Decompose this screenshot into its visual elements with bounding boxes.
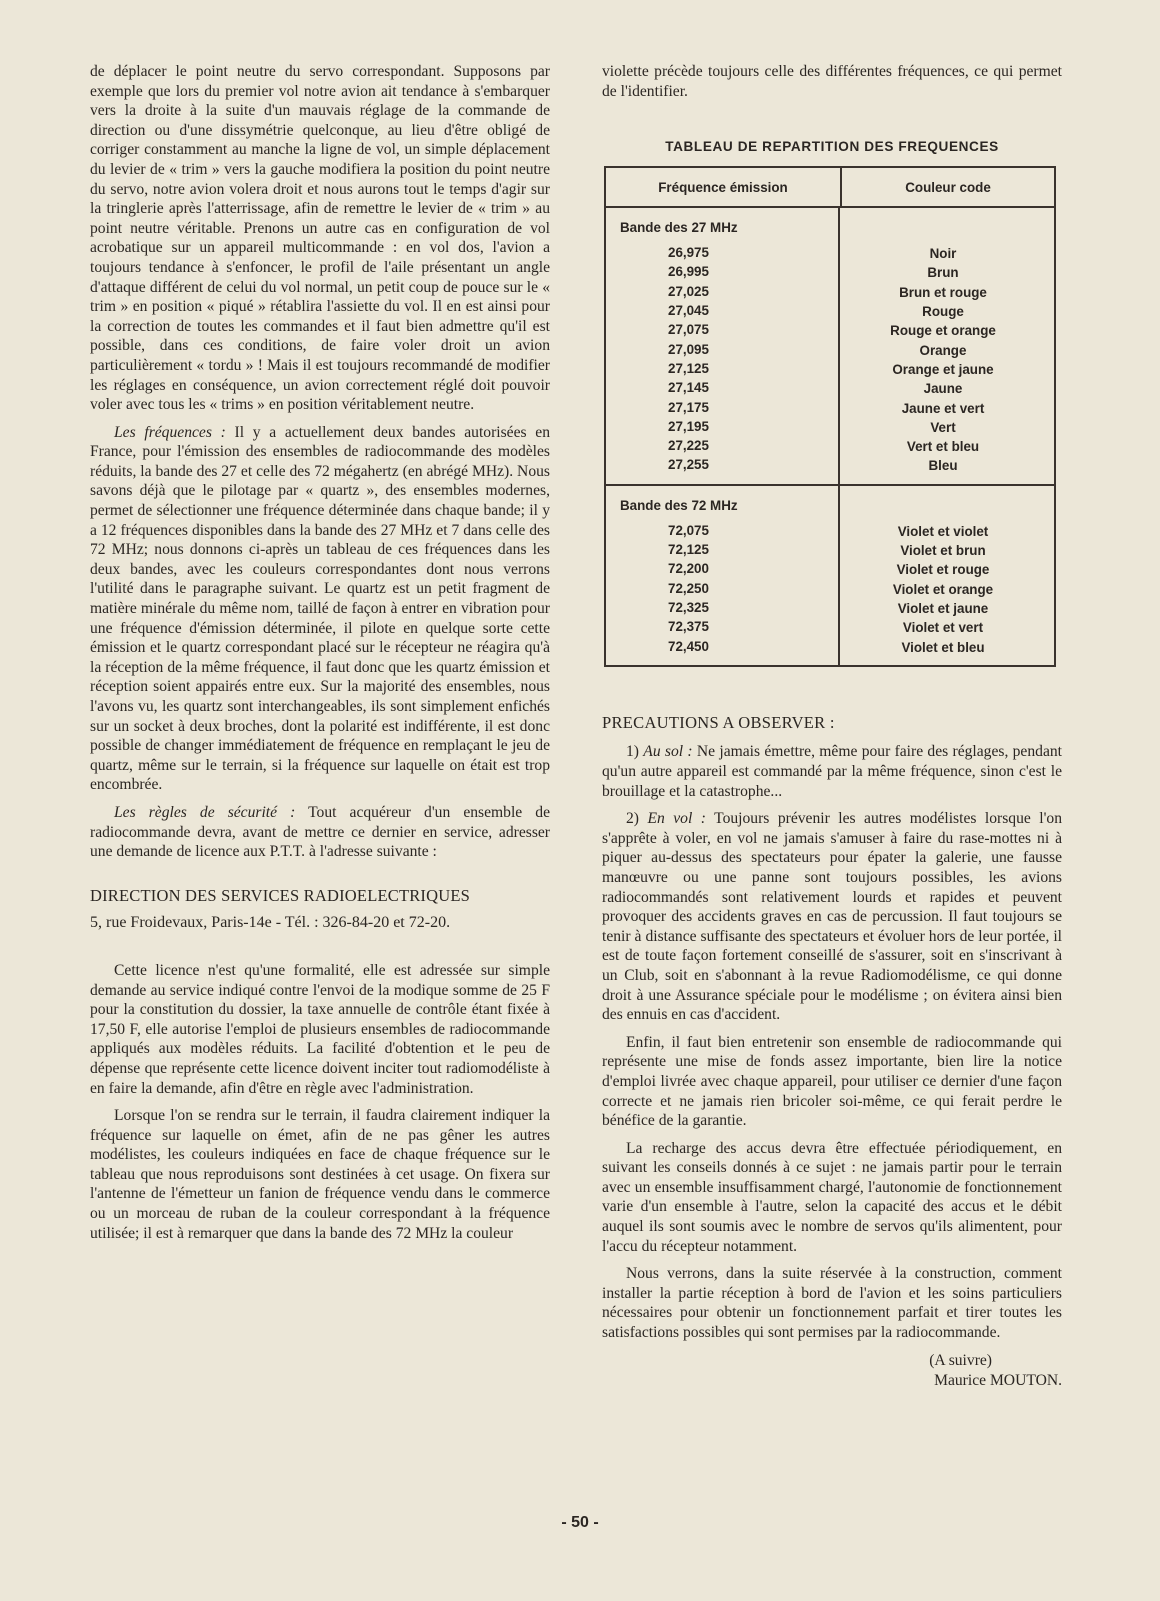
precaution-vol-num: 2) [626, 810, 648, 828]
precaution-sol [602, 742, 1062, 801]
color-code-value: Bleu [928, 458, 958, 474]
table-title: TABLEAU DE REPARTITION DES FREQUENCES [665, 139, 999, 155]
a-suivre: (A suivre) [929, 1351, 992, 1369]
text-frequences: Il y a actuellement deux bandes autorisées en France, pour l'émission des ensembles de radiocommande des modèles réduits, la bande des 27 et celle des 72 mégahertz (en abrégé MHz). Nous savons déjà que le pilotage par « quartz », des ensembles modernes, permet de sélectionner une fréquence déterminée dans chaque bande; il y a 12 fréquences disponibles dans la bande des 27 MHz et 7 dans celle des 72 MHz; nous donnons ci-après un tableau de ces fréquences dans les deux bandes, avec les couleurs correspondantes dont nous verrons l'utilité dans le paragraphe suivant. Le quartz est un petit fragment de matière minérale du même nom, taillé de façon à entrer en vibration pour une fréquence d'émission déterminée, il pilote en quelque sorte cette émission et le quartz correspondant placé sur le récepteur ne réagira qu'à la réception de la même fréquence, il faut donc que les quartz émission et réception soient appairés entre eux. Sur la majorité des ensembles, nous l'avons vu, les quartz sont interchangeables, ils sont simplement enfichés sur un socket à deux broches, dont la polarité est indifférente, il est donc possible de changer immédiatement de fréquence en remplaçant le jeu de quartz, même sur le terrain, si la fréquence sur laquelle on était est trop encombrée. [90, 423, 550, 794]
color-code-value: Noir [929, 246, 957, 262]
color-code-value: Violet et violet [897, 523, 989, 539]
band-72-label: Bande des 72 MHz [620, 497, 738, 513]
author-name: Maurice MOUTON. [934, 1371, 1062, 1389]
frequency-value: 27,125 [668, 360, 709, 376]
frequency-value: 27,095 [668, 341, 709, 357]
color-code-value: Violet et jaune [897, 600, 989, 616]
precaution-sol-text: Ne jamais émettre, même pour faire des réglages, pendant qu'un autre appareil est commandé par la même fréquence, sinon c'est le brouillage et la catastrophe... [602, 743, 1062, 800]
band-27-frequencies [606, 243, 838, 475]
paragraph-recharge: La recharge des accus devra être effectuée périodiquement, en suivant les conseils donnés à ce sujet : ne jamais partir pour le terrain avec un ensemble insuffisamment chargé, l'autonomie de fonctionnement varie d'un ensemble à l'autre, selon la capacité des accus et le débit auquel ils sont soumis avec le nombre de servos qu'ils alimentent, pour l'accu du récepteur notamment. [602, 1139, 1062, 1255]
frequency-value: 72,200 [668, 561, 709, 577]
direction-title: DIRECTION DES SERVICES RADIOELECTRIQUES [90, 885, 471, 905]
paragraph-frequences [90, 423, 550, 795]
frequency-value: 27,195 [668, 418, 709, 434]
band-72 [606, 486, 1054, 665]
table-header [606, 168, 1054, 208]
band-72-colors [840, 522, 1054, 657]
color-code-value: Brun [927, 265, 959, 281]
frequency-value: 26,995 [668, 264, 709, 280]
signoff [602, 1351, 1062, 1391]
precaution-sol-num: 1) [626, 743, 644, 761]
color-code-value: Violet et brun [900, 543, 986, 559]
frequency-value: 27,075 [668, 322, 709, 338]
precaution-vol [602, 809, 1062, 1025]
frequency-value: 27,255 [668, 457, 709, 473]
precaution-vol-text: Toujours prévenir les autres modélistes lorsque l'on s'apprête à voler, en vol ne jamais s'amuser à faire du rase-mottes ni à piquer au-dessus des spectateurs pour épater la galerie, une fausse manœuvre ou une panne sont toujours possibles, les avions radiocommandés sont relativement lourds et rapides et peuvent provoquer des accidents graves en cas de percussion. Il faut toujours se tenir à distance suffisante des spectateurs et évoluer hors de leur portée, il est de toute façon fortement conseillé de s'assurer, soit en s'inscrivant à un Club, soit en s'abonnant à la revue Radiomodélisme, ce qui donne droit à une Assurance spéciale pour le modélisme ; on évitera ainsi bien des ennuis en cas d'accident. [602, 810, 1063, 1024]
paragraph-enfin: Enfin, il faut bien entretenir son ensemble de radiocommande qui représente une mise de fonds assez importante, bien lire la notice d'emploi livrée avec chaque appareil, pour utiliser ce dernier d'une façon correcte et ne jamais rien bricoler soi-même, ce qui ferait perdre le bénéfice de la garantie. [602, 1033, 1062, 1130]
direction-address: 5, rue Froidevaux, Paris-14e - Tél. : 326-84-20 et 72-20. [90, 914, 451, 932]
frequency-value: 72,325 [668, 599, 709, 615]
color-code-value: Orange et jaune [892, 361, 994, 377]
color-code-value: Jaune et vert [901, 400, 985, 416]
frequency-value: 26,975 [668, 245, 709, 261]
color-code-value: Violet et orange [892, 581, 994, 597]
frequency-value: 27,045 [668, 303, 709, 319]
frequency-value: 27,225 [668, 438, 709, 454]
lead-frequences: Les fréquences : [114, 423, 226, 441]
band-72-frequencies [606, 521, 838, 656]
paragraph-violette: violette précède toujours celle des différentes fréquences, ce qui permet de l'identifier. [602, 63, 1062, 100]
color-code-value: Rouge [922, 304, 964, 320]
frequency-value: 27,145 [668, 380, 709, 396]
right-column [602, 62, 1062, 1391]
precautions-title: PRECAUTIONS A OBSERVER : [602, 712, 835, 732]
left-column [90, 62, 550, 1251]
color-code-value: Brun et rouge [899, 284, 987, 300]
precaution-sol-lead: Au sol : [643, 743, 693, 761]
color-code-value: Violet et bleu [901, 639, 985, 655]
paragraph-securite [90, 803, 550, 862]
frequency-value: 72,250 [668, 580, 709, 596]
color-code-value: Orange [919, 342, 967, 358]
band-72-freq-col [606, 486, 840, 665]
band-27-color-col [840, 208, 1054, 484]
paragraph-licence: Cette licence n'est qu'une formalité, elle est adressée sur simple demande au service indiqué contre l'envoi de la modique somme de 25 F pour la constitution du dossier, la taxe annuelle de contrôle étant fixée à 17,50 F, elle autorise l'emploi de plusieurs ensembles de radiocommande appliqués aux modèles réduits. La facilité d'obtention et le peu de dépense que représente cette licence doivent inciter tout radiomodéliste à en faire la demande, afin d'être en règle avec l'administration. [90, 961, 550, 1097]
frequency-value: 72,450 [668, 638, 709, 654]
paragraph-terrain: Lorsque l'on se rendra sur le terrain, il faudra clairement indiquer la fréquence sur laquelle on émet, afin de ne pas gêner les autres modélistes, les couleurs indiquées en face de chaque fréquence sur le tableau que nous reproduisons sont destinées à cet usage. On fixera sur l'antenne de l'émetteur un fanion de fréquence vendu dans le commerce ou un morceau de ruban de la couleur correspondant à la fréquence utilisée; il est à remarquer que dans la bande des 72 MHz la couleur [90, 1107, 550, 1242]
frequency-value: 72,375 [668, 619, 709, 635]
color-code-value: Jaune [923, 381, 963, 397]
page-number: - 50 - [561, 1514, 599, 1531]
header-frequency: Fréquence émission [606, 168, 842, 206]
color-code-value: Vert [930, 419, 956, 435]
frequency-table [604, 166, 1056, 667]
band-72-color-col [840, 486, 1054, 665]
lead-securite: Les règles de sécurité : [114, 803, 296, 821]
color-code-value: Violet et rouge [896, 562, 990, 578]
precaution-vol-lead: En vol : [647, 810, 706, 828]
paragraph-nous-verrons: Nous verrons, dans la suite réservée à la construction, comment installer la partie réception à bord de l'avion et les soins particuliers nécessaires pour obtenir un fonctionnement parfait et tirer toutes les satisfactions possibles qui sont permises par la radiocommande. [602, 1265, 1062, 1342]
band-27-label: Bande des 27 MHz [620, 220, 738, 236]
frequency-value: 27,175 [668, 399, 709, 415]
text-securite: Tout acquéreur d'un ensemble de radiocommande devra, avant de mettre ce dernier en service, adresser une demande de licence aux P.T.T. à l'adresse suivante : [90, 803, 550, 861]
header-color: Couleur code [905, 179, 991, 195]
color-code-value: Vert et bleu [906, 439, 980, 455]
band-27-colors [840, 244, 1054, 476]
band-27 [606, 208, 1054, 486]
color-code-value: Violet et vert [902, 620, 984, 636]
paragraph-trim: de déplacer le point neutre du servo correspondant. Supposons par exemple que lors du premier vol notre avion ait tendance à s'embarquer vers la droite à la suite d'un mauvais réglage de la commande de direction ou d'une dissymétrie quelconque, au lieu d'être obligé de corriger constamment au manche la ligne de vol, un simple déplacement du levier de « trim » vers la gauche modifiera la position du point neutre du servo, notre avion volera droit et nous aurons tout le temps d'agir sur la tringlerie après l'atterrissage, afin de remettre le levier de « trim » au point neutre véritable. Prenons un autre cas en configuration de vol acrobatique sur un appareil multicommande : en vol dos, l'avion a toujours tendance à s'enfoncer, le profil de l'aile présentant un angle d'attaque différent de celui du vol normal, un petit coup de pouce sur le « trim » en position « piqué » rétablira l'assiette du vol. Il en est ainsi pour la correction de toutes les commandes et il faut bien admettre qu'il est possible, dans ces conditions, de faire voler droit un avion particulièrement « tordu » ! Mais il est toujours recommandé de modifier les réglages en conséquence, un avion correctement réglé doit pouvoir voler avec tous les « trims » en position véritablement neutre. [90, 63, 550, 414]
color-code-value: Rouge et orange [890, 323, 996, 339]
frequency-value: 72,075 [668, 522, 709, 538]
frequency-value: 27,025 [668, 283, 709, 299]
frequency-value: 72,125 [668, 542, 709, 558]
band-27-freq-col [606, 208, 840, 484]
